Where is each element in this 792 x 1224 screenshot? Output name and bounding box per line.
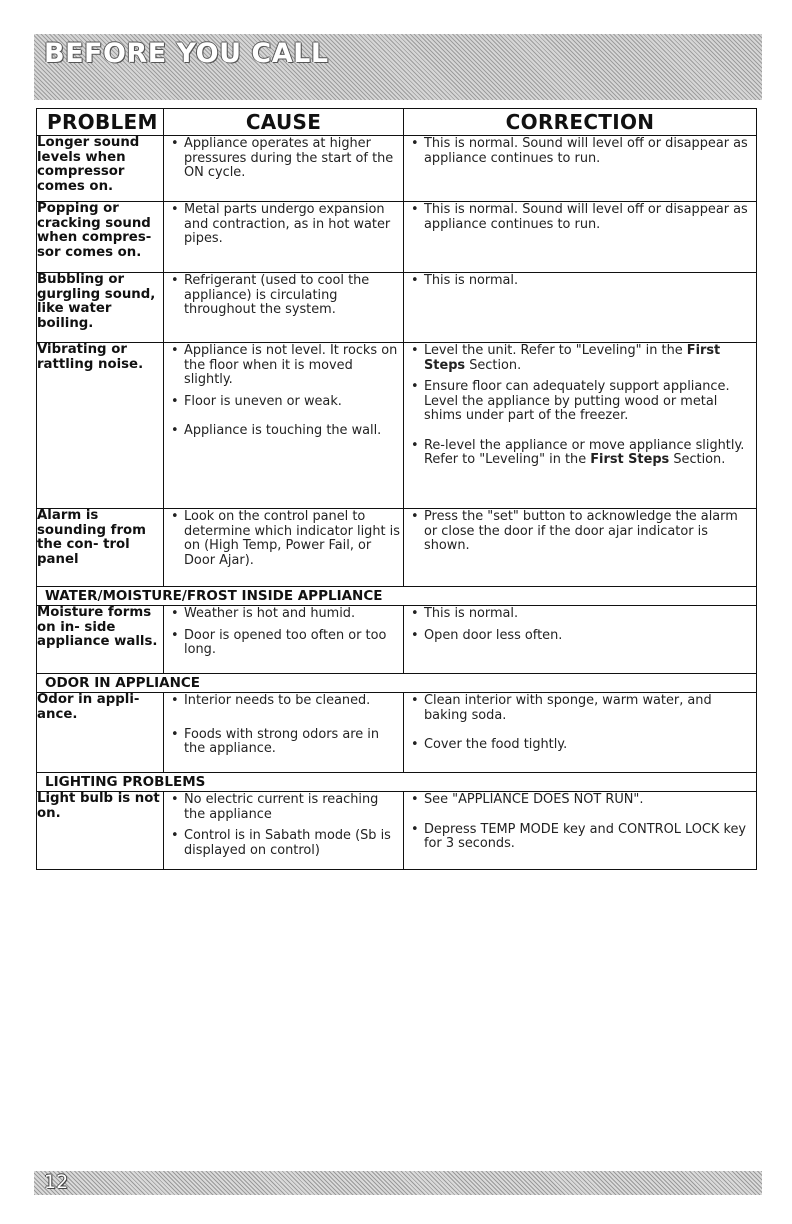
correction-item: • Re-level the appliance or move appliance slightly. Refer to "Leveling" in the First Steps Section. — [404, 439, 756, 468]
section-title-moisture: WATER/MOISTURE/FROST INSIDE APPLIANCE — [37, 587, 757, 606]
header-banner — [34, 34, 762, 100]
correction-cell — [404, 509, 757, 587]
correction-item: • Level the unit. Refer to "Leveling" in the First Steps Section. — [404, 344, 756, 373]
section-header-row — [37, 587, 757, 606]
table-row — [37, 606, 757, 674]
cause-item: • Control is in Sabath mode (Sb is displayed on control) — [164, 829, 403, 858]
cause-cell — [164, 202, 404, 273]
cause-cell — [164, 509, 404, 587]
table-row — [37, 693, 757, 773]
correction-item: • This is normal. — [404, 274, 756, 289]
problem-cell: Odor in appli- ance. — [37, 693, 164, 773]
cause-item: • Refrigerant (used to cool the appliance) is circulating throughout the system. — [164, 274, 403, 318]
cause-item: • Weather is hot and humid. — [164, 607, 403, 622]
cause-item: • Metal parts undergo expansion and contraction, as in hot water pipes. — [164, 203, 403, 247]
correction-cell — [404, 136, 757, 202]
cause-item: • Appliance is not level. It rocks on the floor when it is moved slightly. — [164, 344, 403, 388]
correction-cell — [404, 202, 757, 273]
table-row — [37, 136, 757, 202]
correction-item: • Depress TEMP MODE key and CONTROL LOCK key for 3 seconds. — [404, 823, 756, 852]
cause-item: • No electric current is reaching the appliance — [164, 793, 403, 822]
table-row — [37, 202, 757, 273]
footer-band — [34, 1171, 762, 1195]
correction-item: • Open door less often. — [404, 629, 756, 644]
section-title-lighting: LIGHTING PROBLEMS — [37, 773, 757, 792]
troubleshooting-table — [36, 108, 757, 870]
cause-cell — [164, 136, 404, 202]
problem-cell: Moisture forms on in- side appliance walls. — [37, 606, 164, 674]
correction-item: • Cover the food tightly. — [404, 738, 756, 753]
table-row — [37, 792, 757, 870]
column-header-problem: PROBLEM — [37, 109, 164, 136]
page-number: 12 — [44, 1171, 69, 1193]
cause-item: • Door is opened too often or too long. — [164, 629, 403, 658]
correction-item: • This is normal. — [404, 607, 756, 622]
page-title: BEFORE YOU CALL — [44, 38, 329, 69]
problem-cell: Longer sound levels when compressor comes on. — [37, 136, 164, 202]
problem-cell: Vibrating or rattling noise. — [37, 343, 164, 509]
correction-item: • See "APPLIANCE DOES NOT RUN". — [404, 793, 756, 808]
cause-cell — [164, 792, 404, 870]
correction-item: • Press the "set" button to acknowledge the alarm or close the door if the door ajar indicator is shown. — [404, 510, 756, 554]
correction-cell — [404, 792, 757, 870]
problem-cell: Popping or cracking sound when compres- sor comes on. — [37, 202, 164, 273]
correction-cell — [404, 273, 757, 343]
correction-item: • Ensure floor can adequately support appliance. Level the appliance by putting wood or metal shims under part of the freezer. — [404, 380, 756, 424]
correction-cell — [404, 693, 757, 773]
cause-item: • Foods with strong odors are in the appliance. — [164, 728, 403, 757]
column-header-correction: CORRECTION — [404, 109, 757, 136]
column-header-cause: CAUSE — [164, 109, 404, 136]
cause-item: • Interior needs to be cleaned. — [164, 694, 403, 709]
problem-cell: Light bulb is not on. — [37, 792, 164, 870]
cause-cell — [164, 606, 404, 674]
correction-cell — [404, 606, 757, 674]
correction-item: • Clean interior with sponge, warm water, and baking soda. — [404, 694, 756, 723]
cause-item: • Appliance operates at higher pressures during the start of the ON cycle. — [164, 137, 403, 181]
correction-item: • This is normal. Sound will level off or disappear as appliance continues to run. — [404, 203, 756, 232]
cause-item: • Floor is uneven or weak. — [164, 395, 403, 410]
section-header-row — [37, 773, 757, 792]
table-header-row — [37, 109, 757, 136]
problem-cell: Alarm is sounding from the con- trol panel — [37, 509, 164, 587]
section-title-odor: ODOR IN APPLIANCE — [37, 674, 757, 693]
section-header-row — [37, 674, 757, 693]
problem-cell: Bubbling or gurgling sound, like water boiling. — [37, 273, 164, 343]
table-row — [37, 509, 757, 587]
cause-cell — [164, 273, 404, 343]
cause-item: • Look on the control panel to determine which indicator light is on (High Temp, Power Fail, or Door Ajar). — [164, 510, 403, 568]
correction-item: • This is normal. Sound will level off or disappear as appliance continues to run. — [404, 137, 756, 166]
cause-item: • Appliance is touching the wall. — [164, 424, 403, 439]
cause-cell — [164, 343, 404, 509]
correction-cell — [404, 343, 757, 509]
table-row — [37, 343, 757, 509]
cause-cell — [164, 693, 404, 773]
table-row — [37, 273, 757, 343]
